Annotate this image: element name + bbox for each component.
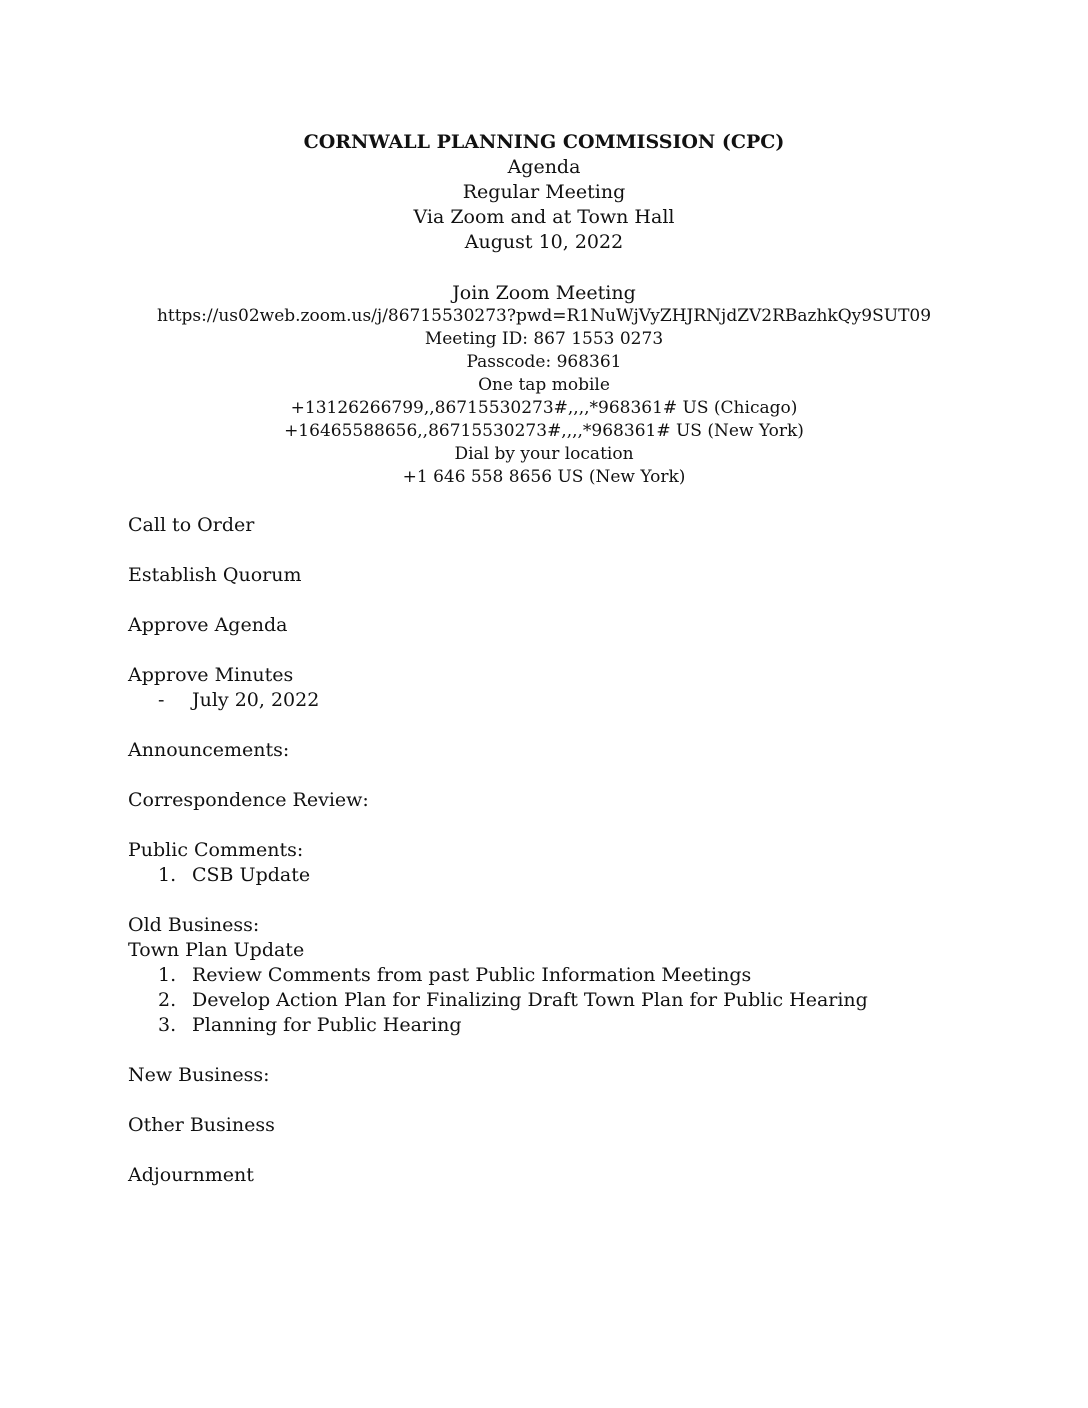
agenda-heading: New Business: [128,1064,270,1086]
old-business-list [128,963,988,1038]
zoom-passcode: Passcode: 968361 [466,352,622,372]
zoom-info [0,281,1088,489]
agenda-heading: Old Business: [128,914,260,936]
agenda-item-approve-minutes [128,663,988,713]
zoom-dial-number: +1 646 558 8656 US (New York) [402,467,686,487]
agenda-heading: Approve Minutes [128,664,294,686]
agenda-item-old-business [128,913,988,1038]
agenda-item-announcements [128,738,988,763]
zoom-one-tap-label: One tap mobile [478,375,610,395]
agenda-subheading: Town Plan Update [128,939,305,961]
agenda-item-public-comments [128,838,988,888]
zoom-tap-newyork: +16465588656,,86715530273#,,,,*968361# US (New York) [284,421,804,441]
agenda-item-approve-agenda [128,613,988,638]
list-item-text: Review Comments from past Public Information Meetings [192,964,752,986]
agenda-item-call-to-order [128,513,988,538]
list-item [128,688,988,713]
zoom-url[interactable]: https://us02web.zoom.us/j/86715530273?pwd=R1NuWjVyZHJRNjdZV2RBazhkQy9SUT09 [156,306,932,326]
list-marker: - [158,689,165,711]
agenda-heading: Correspondence Review: [128,789,369,811]
agenda-item-other-business [128,1113,988,1138]
agenda-heading: Call to Order [128,514,255,536]
zoom-join-heading: Join Zoom Meeting [452,282,636,304]
commission-title: CORNWALL PLANNING COMMISSION (CPC) [303,131,785,153]
agenda-item-correspondence [128,788,988,813]
list-marker: 3. [158,1014,177,1036]
agenda-heading: Adjournment [128,1164,254,1186]
agenda-item-adjournment [128,1163,988,1188]
document-type: Agenda [507,156,581,178]
list-item-text: Planning for Public Hearing [192,1014,462,1036]
agenda-heading: Other Business [128,1114,275,1136]
agenda-item-establish-quorum [128,563,988,588]
agenda-heading: Approve Agenda [128,614,288,636]
list-item [128,1013,988,1038]
public-comments-list [128,863,988,888]
list-marker: 2. [158,989,177,1011]
minutes-list [128,688,988,713]
agenda-heading: Public Comments: [128,839,304,861]
list-item-text: Develop Action Plan for Finalizing Draft Town Plan for Public Hearing [192,989,868,1011]
list-marker: 1. [158,864,177,886]
meeting-type: Regular Meeting [462,181,626,203]
list-item [128,988,988,1013]
agenda-body [128,513,988,1213]
zoom-meeting-id: Meeting ID: 867 1553 0273 [424,329,664,349]
meeting-date: August 10, 2022 [464,231,624,253]
meeting-location: Via Zoom and at Town Hall [413,206,675,228]
zoom-dial-label: Dial by your location [454,444,634,464]
list-item-text: CSB Update [192,864,311,886]
document-header [0,130,1088,255]
list-item-text: July 20, 2022 [192,689,320,711]
agenda-heading: Establish Quorum [128,564,302,586]
zoom-tap-chicago: +13126266799,,86715530273#,,,,*968361# US (Chicago) [290,398,798,418]
list-item [128,863,988,888]
agenda-item-new-business [128,1063,988,1088]
list-marker: 1. [158,964,177,986]
list-item [128,963,988,988]
agenda-heading: Announcements: [128,739,290,761]
